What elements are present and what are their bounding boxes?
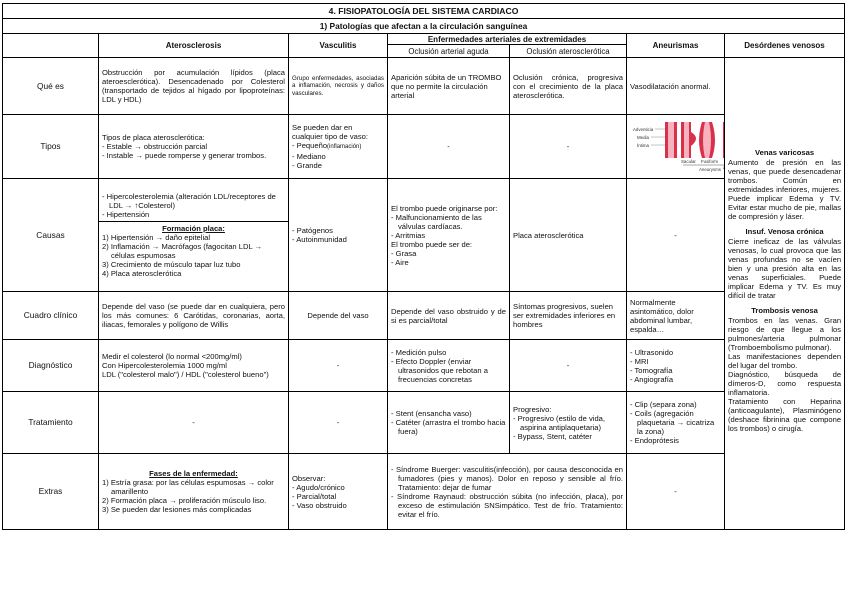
que-es-vasculitis: Grupo enfermedades, asociadas a inflamación, necrosis y daños vasculares. <box>289 58 388 115</box>
causas-autoinmunidad: - Autoinmunidad <box>292 235 347 244</box>
row-label-cuadro: Cuadro clínico <box>3 292 99 340</box>
corner-cell <box>3 34 99 58</box>
trombosis-text: Trombos en las venas. Gran riesgo de que llegue a los pulmones/arteria pulmonar (Tromboembolismo pulmonar). <box>728 316 842 352</box>
extras-sindrome-buerger: - Síndrome Buerger: vasculitis(infección), por causa desconocida en fumadores (pies y manos). Dolor en reposo y sensible al frío. Tratamiento: dejar de fumar <box>391 464 623 492</box>
tipos-vasc-mediano: - Mediano <box>292 152 326 161</box>
diagnostico-aneurismas <box>627 340 725 392</box>
diagnostico-pulso: - Medición pulso <box>391 347 447 357</box>
fig-label-aneurysms: Aneurysms <box>699 166 721 172</box>
header-aneurismas: Aneurismas <box>627 34 725 58</box>
fig-label-fusiform: Fusiform <box>701 158 719 164</box>
insuf-text: Cierre ineficaz de las válvulas venosas, lo cual provoca que las venas profundas no se vacíen bien y una presión alta en las venas superficiales. Puede implicar Edema y TV. Es muy difícil de tratar <box>728 237 842 300</box>
causas-placa-3: 3) Crecimiento de músculo tapar luz tubo <box>102 260 241 269</box>
varices-text: Aumento de presión en las venas, que puede desencadenar trombos. Común en extremidades inferiores, mujeres. Puede implicar Edema y TV. Evitar estar mucho de pie, mallas de compresión y láser. <box>728 158 842 221</box>
tipos-aterosclerosis <box>99 115 289 179</box>
tipos-ateros-intro: Tipos de placa aterosclerótica: <box>102 133 205 142</box>
section-subtitle-text: 1) Patologías que afectan a la circulación sanguínea <box>319 20 528 31</box>
diagnostico-vasculitis: - <box>289 340 388 392</box>
extras-sindrome-raynaud: - Síndrome Raynaud: obstrucción súbita (no infección, placa), por exceso de estimulación SNSimpático. Test de frío. Tratamiento: evitar el frío. <box>391 491 623 519</box>
aneurysm-figure <box>627 118 725 176</box>
tratamiento-progresivo-intro: Progresivo: <box>513 404 552 414</box>
diagnostico-venoso-text: Diagnóstico, búsqueda de dímeros-D, como respuesta inflamatoria. <box>728 370 842 397</box>
header-vasculitis: Vasculitis <box>289 34 388 58</box>
trombosis-block <box>728 306 841 433</box>
causas-aguda-valvulas: - Malfuncionamiento de las válvulas cardíacas. <box>391 212 482 231</box>
tipos-vasc-pequeno-text: - Pequeño <box>292 141 328 150</box>
causas-oclusion-aguda <box>388 179 510 292</box>
insuf-title: Insuf. Venosa crónica <box>745 227 824 236</box>
tratamiento-oclusion-ateros <box>510 392 627 454</box>
extras-fase-3: 3) Se pueden dar lesiones más complicadas <box>102 505 252 514</box>
diagnostico-oclusion-aguda <box>388 340 510 392</box>
causas-placa-1: 1) Hipertensión → daño epitelial <box>102 233 211 242</box>
vessel-false <box>723 122 725 158</box>
diagnostico-tomografia: - Tomografía <box>630 365 673 375</box>
causas-aneurismas: - <box>627 179 725 292</box>
causas-aguda-grasa: - Grasa <box>391 248 417 258</box>
extras-vasc-parcial: - Parcial/total <box>292 491 337 501</box>
varices-title: Venas varicosas <box>754 148 815 157</box>
tipos-oclusion-ateros: - <box>510 115 627 179</box>
manifestaciones-text: Las manifestaciones dependen del lugar del trombo. <box>728 352 842 370</box>
tratamiento-clip: - Clip (separa zona) <box>630 400 697 409</box>
row-label-diagnostico: Diagnóstico <box>3 340 99 392</box>
diagnostico-ateros-3: LDL ("colesterol malo") / HDL ("colesterol bueno") <box>102 370 269 379</box>
fig-label-media: Media <box>637 134 649 140</box>
extras-extremidades <box>388 454 627 530</box>
row-label-extras: Extras <box>3 454 99 530</box>
row-label-tratamiento: Tratamiento <box>3 392 99 454</box>
subheader-oclusion-ateros: Oclusión aterosclerótica <box>510 45 627 58</box>
subheader-oclusion-aguda: Oclusión arterial aguda <box>388 45 510 58</box>
causas-oclusion-ateros: Placa aterosclerótica <box>510 179 627 292</box>
aneurysm-types-illustration <box>627 118 725 176</box>
tratamiento-vasculitis: - <box>289 392 388 454</box>
causas-aterosclerosis <box>99 179 289 292</box>
diagnostico-aterosclerosis <box>99 340 289 392</box>
causas-hipercolesterolemia: - Hipercolesterolemia (alteración LDL/receptores de LDL → ↑Colesterol) <box>102 192 276 210</box>
trombosis-title: Trombosis venosa <box>751 306 818 315</box>
diagnostico-ultrasonido: - Ultrasonido <box>630 347 674 357</box>
varices-block <box>728 148 841 221</box>
diagnostico-ateros-2: Con Hipercolesterolemia 1000 mg/ml <box>102 361 227 370</box>
extras-vasculitis <box>289 454 388 530</box>
causas-hipertension: - Hipertensión <box>102 210 150 219</box>
header-venosos: Desórdenes venosos <box>725 34 845 58</box>
extras-vasc-intro: Observar: <box>292 473 326 483</box>
causas-aguda-arritmias: - Arritmias <box>391 230 426 240</box>
row-label-que-es: Qué es <box>3 58 99 115</box>
fig-label-sacular: Sacular <box>681 158 696 164</box>
diagnostico-angiografia: - Angiografía <box>630 374 674 384</box>
causas-aguda-intro2: El trombo puede ser de: <box>391 239 473 249</box>
tratamiento-coils: - Coils (agregación plaquetaria → cicatriza la zona) <box>630 409 715 436</box>
tipos-ateros-instable: - Instable → puede romperse y generar trombos. <box>102 151 267 160</box>
fig-label-falso <box>724 159 725 164</box>
causas-aguda-aire: - Aire <box>391 257 409 267</box>
tipos-vasc-pequeno-note: (inflamación) <box>327 144 362 150</box>
cuadro-oclusion-aguda: Depende del vaso obstruido y de si es parcial/total <box>388 292 510 340</box>
causas-patogenos: - Patógenos <box>292 226 333 235</box>
que-es-aterosclerosis: Obstrucción por acumulación lípidos (placa ateroesclerótica). Desencadenado por Colesterol (transportado de tejidos al hígado por lipoproteínas: LDL y HDL) <box>99 58 289 115</box>
causas-placa-title: Formación placa: <box>162 224 225 233</box>
extras-vasc-agudo: - Agudo/crónico <box>292 482 345 492</box>
tipos-ateros-estable: - Estable → obstrucción parcial <box>102 142 208 151</box>
tipos-aneurismas <box>627 115 725 179</box>
fig-label-intima: Íntima <box>637 142 649 148</box>
tratamiento-progresivo: - Progresivo (estilo de vida, aspirina antiplaquetaria) <box>513 413 606 432</box>
causas-placa-4: 4) Placa aterosclerótica <box>102 269 182 278</box>
diagnostico-mri: - MRI <box>630 356 649 366</box>
tratamiento-bypass: - Bypass, Stent, catéter <box>513 431 592 441</box>
que-es-aneurismas: Vasodilatación anormal. <box>627 58 725 115</box>
cuadro-vasculitis: Depende del vaso <box>289 292 388 340</box>
que-es-oclusion-aguda: Aparición súbita de un TROMBO que no permite la circulación arterial <box>388 58 510 115</box>
tipos-vasc-intro: Se pueden dar en cualquier tipo de vaso: <box>292 123 368 141</box>
causas-aguda-intro: El trombo puede originarse por: <box>391 203 498 213</box>
diagnostico-ateros-1: Medir el colesterol (lo normal <200mg/ml) <box>102 352 242 361</box>
tratamiento-stent: - Stent (ensancha vaso) <box>391 409 472 418</box>
causas-placa-2: 2) Inflamación → Macrófagos (fagocitan LDL → células espumosas <box>102 242 263 260</box>
cuadro-aneurismas: Normalmente asintomático, dolor abdominal lumbar, espalda… <box>627 292 725 340</box>
tipos-vasc-grande: - Grande <box>292 161 322 170</box>
tipos-oclusion-aguda: - <box>388 115 510 179</box>
tratamiento-cateter: - Catéter (arrastra el trombo hacia fuera) <box>391 418 506 436</box>
cuadro-oclusion-ateros: Síntomas progresivos, suelen ser extremidades inferiores en hombres <box>510 292 627 340</box>
tipos-vasculitis <box>289 115 388 179</box>
tratamiento-endoprotesis: - Endoprótesis <box>630 436 679 445</box>
extras-fases-title: Fases de la enfermedad: <box>149 469 238 478</box>
header-aterosclerosis: Aterosclerosis <box>99 34 289 58</box>
header-extremidades: Enfermedades arteriales de extremidades <box>388 34 627 45</box>
document-title <box>3 4 845 19</box>
fig-label-adventicia: Adventicia <box>633 126 654 132</box>
row-label-causas: Causas <box>3 179 99 292</box>
insuf-block <box>728 227 841 300</box>
row-label-tipos: Tipos <box>3 115 99 179</box>
causas-vasculitis <box>289 179 388 292</box>
desordenes-venosos-cell <box>725 58 845 530</box>
extras-aterosclerosis <box>99 454 289 530</box>
extras-fase-2: 2) Formación placa → proliferación músculo liso. <box>102 496 267 505</box>
extras-fase-1: 1) Estría grasa: por las células espumosas → color amarillento <box>102 478 274 496</box>
fig-label-aneurysm-2 <box>723 165 725 170</box>
document-title-text: 4. FISIOPATOLOGÍA DEL SISTEMA CARDIACO <box>328 5 519 16</box>
section-subtitle <box>3 19 845 34</box>
tratamiento-aneurismas <box>627 392 725 454</box>
tratamiento-oclusion-aguda <box>388 392 510 454</box>
extras-aneurismas: - <box>627 454 725 530</box>
pathology-table <box>2 3 845 530</box>
diagnostico-oclusion-ateros: - <box>510 340 627 392</box>
tratamiento-aterosclerosis: - <box>99 392 289 454</box>
que-es-oclusion-ateros: Oclusión crónica, progresiva con el crecimiento de la placa aterosclerótica. <box>510 58 627 115</box>
cuadro-aterosclerosis: Depende del vaso (se puede dar en cualquiera, pero los más comunes: 6 Carótidas, coronarias, aorta, iliacas, femorales y polígono de Willis <box>99 292 289 340</box>
extras-vasc-vaso: - Vaso obstruido <box>292 500 347 510</box>
tipos-vasc-pequeno <box>292 141 384 152</box>
tratamiento-venoso-text: Tratamiento con Heparina (anticoagulante), Plasminógeno (deshace fibrinina que compone los trombos) o cirugía. <box>728 397 842 433</box>
diagnostico-doppler: - Efecto Doppler (enviar ultrasonidos que rebotan a frecuencias concretas <box>391 356 488 384</box>
